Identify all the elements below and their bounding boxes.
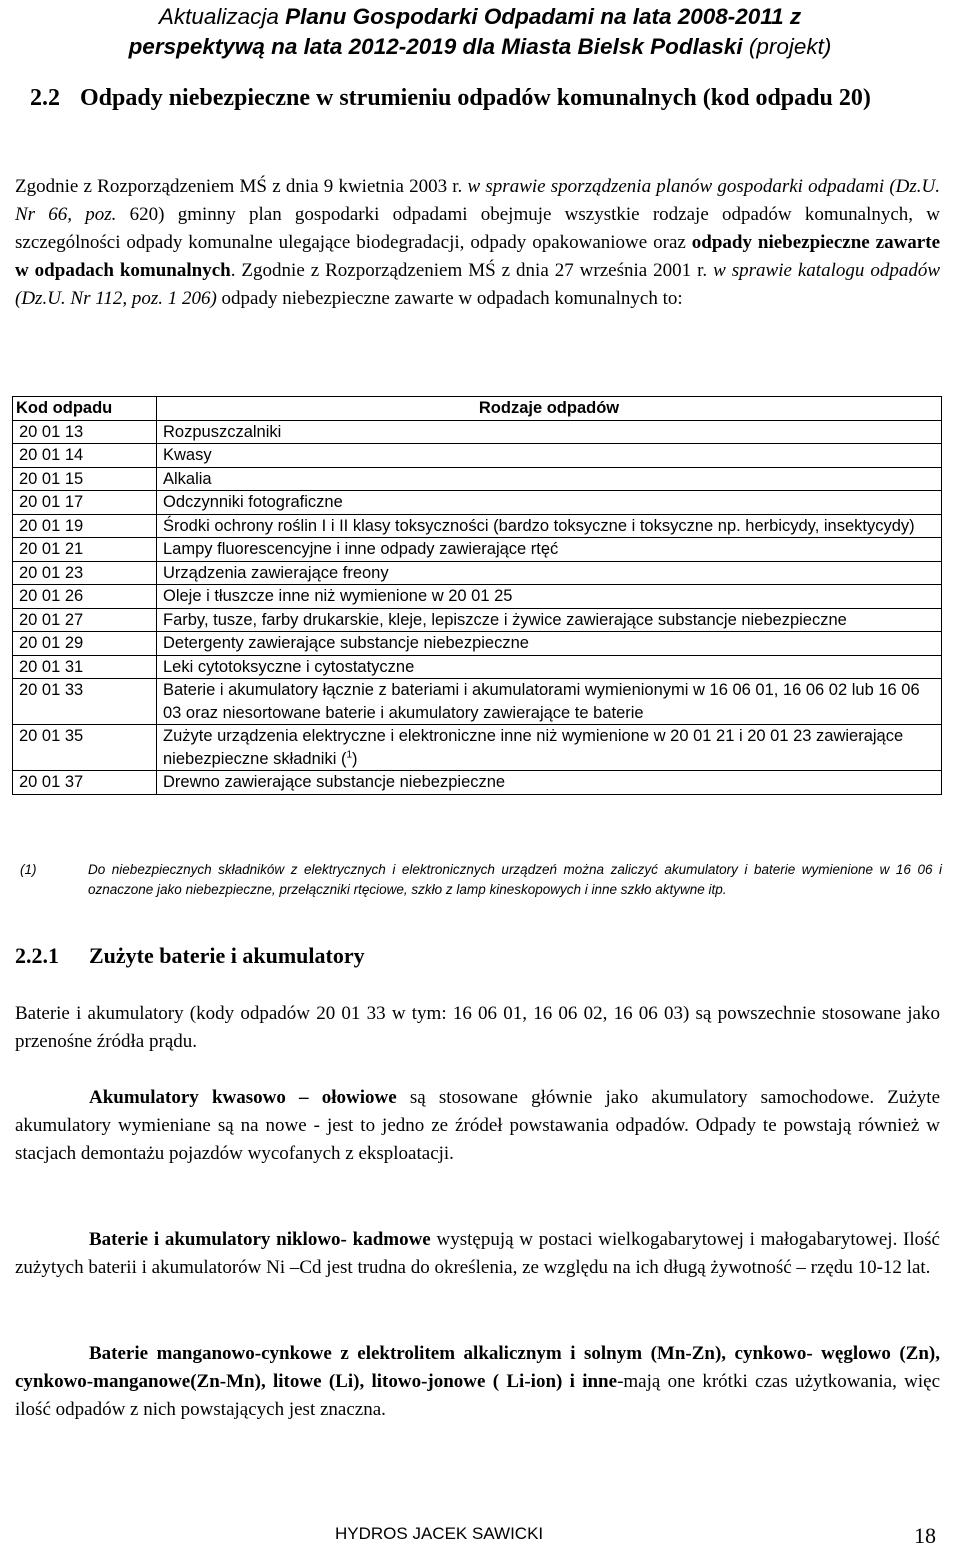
col-header-code: Kod odpadu	[13, 397, 157, 421]
waste-code-cell: 20 01 14	[13, 444, 157, 468]
table-row	[13, 444, 942, 468]
table-row	[13, 771, 942, 795]
waste-code-cell: 20 01 26	[13, 585, 157, 609]
batteries-paragraph: Baterie i akumulatory (kody odpadów 20 01 33 w tym: 16 06 01, 16 06 02, 16 06 03) są powszechnie stosowane jako przenośne źródła prądu.	[15, 1003, 940, 1052]
page-number: 18	[914, 1523, 936, 1548]
intro-text-2: 620) gminny plan gospodarki odpadami obejmuje wszystkie rodzaje odpadów komunalnych, w szczególności odpady komunalne ulegające biodegradacji, odpady opakowaniowe oraz	[15, 204, 940, 253]
waste-code-cell: 20 01 15	[13, 467, 157, 491]
waste-code-cell: 20 01 17	[13, 491, 157, 515]
table-row	[13, 725, 942, 771]
table-row	[13, 608, 942, 632]
table-row	[13, 585, 942, 609]
waste-type-cell: Detergenty zawierające substancje niebezpieczne	[157, 632, 942, 656]
waste-codes-table	[12, 396, 942, 795]
intro-citation-2: w sprawie katalogu odpadów (Dz.U. Nr 112, poz. 1 206)	[15, 260, 941, 309]
intro-text-3: . Zgodnie z Rozporządzeniem MŚ z dnia 27 września 2001 r.	[230, 260, 714, 281]
table-row	[13, 491, 942, 515]
intro-emphasis: odpady niebezpieczne zawarte w odpadach komunalnych	[15, 232, 940, 281]
table-footnote	[20, 860, 942, 900]
other-batteries-paragraph	[15, 1340, 940, 1424]
waste-type-cell: Kwasy	[157, 444, 942, 468]
header-line-1	[0, 2, 960, 32]
footnote-reference: 1	[346, 749, 352, 760]
table-row	[13, 655, 942, 679]
waste-type-cell: Odczynniki fotograficzne	[157, 491, 942, 515]
waste-code-cell: 20 01 27	[13, 608, 157, 632]
other-batteries-text: -mają one krótki czas użytkowania, więc ilość odpadów z nich powstających jest znaczna.	[15, 1371, 940, 1420]
nicd-paragraph	[15, 1226, 940, 1282]
table-row	[13, 514, 942, 538]
section-title: Odpady niebezpieczne w strumieniu odpadów komunalnych (kod odpadu 20)	[80, 85, 871, 111]
waste-type-text: Zużyte urządzenia elektryczne i elektroniczne inne niż wymienione w 20 01 21 i 20 01 23 zawierające niebezpieczne składniki (	[163, 727, 904, 768]
waste-type-cell: Oleje i tłuszcze inne niż wymienione w 20 01 25	[157, 585, 942, 609]
waste-code-cell: 20 01 35	[13, 725, 157, 771]
waste-code-cell: 20 01 33	[13, 679, 157, 725]
header-line-2	[0, 32, 960, 62]
lead-acid-term: Akumulatory kwasowo – ołowiowe	[89, 1087, 397, 1108]
table-header-row	[13, 397, 942, 421]
footer-company: HYDROS JACEK SAWICKI	[335, 1524, 544, 1543]
table-row	[13, 632, 942, 656]
waste-type-cell	[157, 725, 942, 771]
col-header-type: Rodzaje odpadów	[157, 397, 942, 421]
header-line-2-bold: perspektywą na lata 2012-2019 dla Miasta Bielsk Podlaski	[128, 34, 743, 59]
waste-code-cell: 20 01 13	[13, 420, 157, 444]
table-body	[13, 420, 942, 794]
nicd-term: Baterie i akumulatory niklowo- kadmowe	[89, 1229, 431, 1250]
table-row	[13, 679, 942, 725]
table-row	[13, 561, 942, 585]
table-row	[13, 420, 942, 444]
header-line-1-normal: Aktualizacja	[158, 4, 286, 29]
header-line-1-bold: Planu Gospodarki Odpadami na lata 2008-2011 z	[285, 4, 802, 29]
table-row	[13, 467, 942, 491]
waste-type-cell: Drewno zawierające substancje niebezpieczne	[157, 771, 942, 795]
waste-code-cell: 20 01 37	[13, 771, 157, 795]
waste-code-cell: 20 01 23	[13, 561, 157, 585]
running-header	[0, 2, 960, 62]
subsection-title: Zużyte baterie i akumulatory	[89, 943, 365, 968]
waste-type-cell: Farby, tusze, farby drukarskie, kleje, lepiszcze i żywice zawierające substancje niebezpieczne	[157, 608, 942, 632]
footnote-mark: (1)	[20, 862, 37, 877]
waste-type-cell: Alkalia	[157, 467, 942, 491]
intro-text-1: Zgodnie z Rozporządzeniem MŚ z dnia 9 kwietnia 2003 r.	[15, 176, 468, 197]
subsection-number: 2.2.1	[15, 943, 59, 968]
section-number: 2.2	[30, 85, 60, 111]
footnote-text: Do niebezpiecznych składników z elektrycznych i elektronicznych urządzeń można zaliczyć akumulatory i baterie wymienione w 16 06 i oznaczone jako niebezpieczne, przełączniki rtęciowe, szkło z lamp kineskopowych i inne szkło aktywne itp.	[88, 862, 942, 897]
waste-code-cell: 20 01 21	[13, 538, 157, 562]
header-line-2-normal: (projekt)	[742, 34, 832, 59]
waste-type-cell: Lampy fluorescencyjne i inne odpady zawierające rtęć	[157, 538, 942, 562]
table-row	[13, 538, 942, 562]
waste-type-cell: Rozpuszczalniki	[157, 420, 942, 444]
section-heading	[30, 83, 945, 113]
waste-type-cell: Środki ochrony roślin I i II klasy toksyczności (bardzo toksyczne i toksyczne np. herbicydy, insektycydy)	[157, 514, 942, 538]
intro-citation-1: w sprawie sporządzenia planów gospodarki odpadami (Dz.U. Nr 66, poz.	[15, 176, 941, 225]
waste-type-cell: Leki cytotoksyczne i cytostatyczne	[157, 655, 942, 679]
waste-type-cell: Baterie i akumulatory łącznie z bateriami i akumulatorami wymienionymi w 16 06 01, 16 06 02 lub 16 06 03 oraz niesortowane baterie i akumulatory zawierające te baterie	[157, 679, 942, 725]
waste-type-text-tail: )	[352, 749, 358, 768]
other-batteries-term: Baterie manganowo-cynkowe z elektrolitem alkalicznym i solnym (Mn-Zn), cynkowo- węglowo (Zn), cynkowo-manganowe(Zn-Mn), litowe (Li), litowo-jonowe ( Li-ion) i inne	[15, 1343, 940, 1392]
intro-paragraph	[15, 173, 940, 313]
lead-acid-text: są stosowane głównie jako akumulatory samochodowe. Zużyte akumulatory wymieniane są na nowe - jest to jedno ze źródeł powstawania odpadów. Odpady te powstają również w stacjach demontażu pojazdów wycofanych z eksploatacji.	[15, 1087, 940, 1164]
lead-acid-paragraph	[15, 1084, 940, 1168]
waste-code-cell: 20 01 19	[13, 514, 157, 538]
nicd-text: występują w postaci wielkogabarytowej i małogabarytowej. Ilość zużytych baterii i akumulatorów Ni –Cd jest trudna do określenia, ze względu na ich długą żywotność – rzędu 10-12 lat.	[15, 1229, 940, 1278]
waste-type-cell: Urządzenia zawierające freony	[157, 561, 942, 585]
waste-code-cell: 20 01 31	[13, 655, 157, 679]
waste-code-cell: 20 01 29	[13, 632, 157, 656]
subsection-heading	[15, 941, 365, 971]
intro-text-4: odpady niebezpieczne zawarte w odpadach komunalnych to:	[216, 288, 683, 309]
